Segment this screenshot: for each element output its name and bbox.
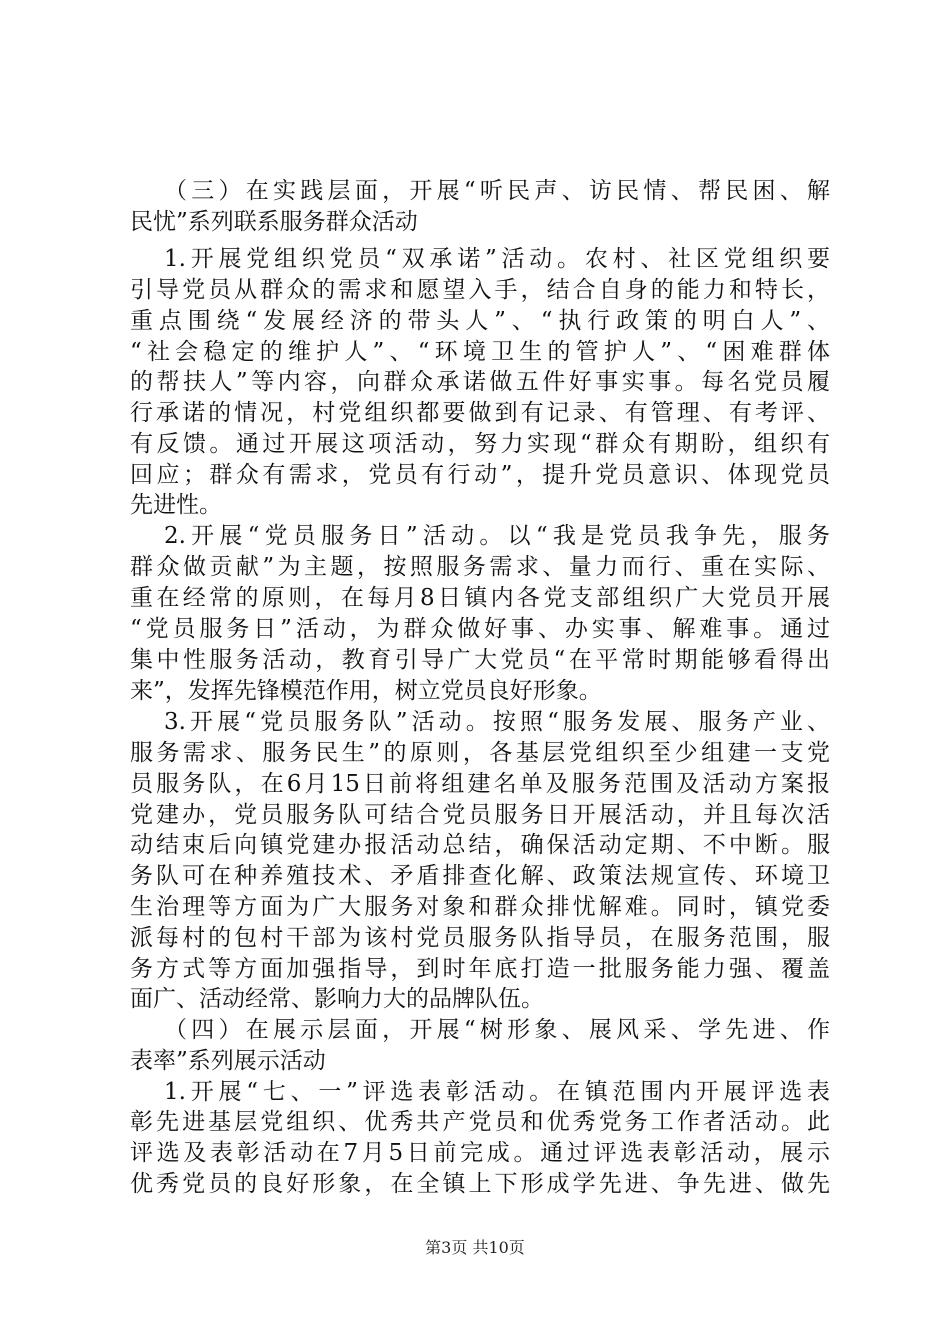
text-line: 1.开展党组织党员“双承诺”活动。农村、社区党组织要 (164, 246, 830, 272)
page-footer: 第3页 共10页 (425, 1238, 525, 1257)
text-line: 先进性。 (130, 492, 222, 518)
text-line: 彰先进基层党组织、优秀共产党员和优秀党务工作者活动。此 (130, 1109, 830, 1135)
text-line: 民忧”系列联系服务群众活动 (130, 209, 418, 235)
text-line: 生治理等方面为广大服务对象和群众排忧解难。同时，镇党委 (130, 894, 830, 920)
text-line: 3.开展“党员服务队”活动。按照“服务发展、服务产业、 (164, 709, 830, 735)
text-line: 群众做贡献”为主题，按照服务需求、量力而行、重在实际、 (130, 554, 830, 580)
text-line: 回应；群众有需求，党员有行动”，提升党员意识、体现党员 (130, 462, 830, 488)
text-line: 动结束后向镇党建办报活动总结，确保活动定期、不中断。服 (130, 832, 830, 858)
text-line: 面广、活动经常、影响力大的品牌队伍。 (130, 986, 544, 1012)
text-line: 表率”系列展示活动 (130, 1048, 326, 1074)
text-line: 1.开展“七、一”评选表彰活动。在镇范围内开展评选表 (164, 1079, 830, 1105)
text-line: 员服务队，在6月15日前将组建名单及服务范围及活动方案报 (130, 771, 830, 797)
text-line: 来”，发挥先锋模范作用，树立党员良好形象。 (130, 678, 602, 704)
text-line: 重点围绕“发展经济的带头人”、“执行政策的明白人”、 (130, 308, 830, 334)
text-line: 务方式等方面加强指导，到时年底打造一批服务能力强、覆盖 (130, 956, 830, 982)
text-line: 服务需求、服务民生”的原则，各基层党组织至少组建一支党 (130, 740, 830, 766)
text-line: 优秀党员的良好形象，在全镇上下形成学先进、争先进、做先 (130, 1171, 830, 1197)
text-line: 引导党员从群众的需求和愿望入手，结合自身的能力和特长， (130, 277, 830, 303)
text-line: 集中性服务活动，教育引导广大党员“在平常时期能够看得出 (130, 647, 830, 673)
text-line: （四）在展示层面，开展“树形象、展风采、学先进、作 (164, 1017, 830, 1043)
text-line: 的帮扶人”等内容，向群众承诺做五件好事实事。每名党员履 (130, 369, 830, 395)
text-line: “党员服务日”活动，为群众做好事、办实事、解难事。通过 (130, 616, 830, 642)
text-line: 有反馈。通过开展这项活动，努力实现“群众有期盼，组织有 (130, 431, 830, 457)
text-line: （三）在实践层面，开展“听民声、访民情、帮民困、解 (164, 178, 830, 204)
text-line: “社会稳定的维护人”、“环境卫生的管护人”、“困难群体 (130, 339, 830, 365)
text-line: 重在经常的原则，在每月8日镇内各党支部组织广大党员开展 (130, 585, 830, 611)
text-line: 派每村的包村干部为该村党员服务队指导员，在服务范围，服 (130, 925, 830, 951)
text-line: 行承诺的情况，村党组织都要做到有记录、有管理、有考评、 (130, 400, 830, 426)
text-line: 2.开展“党员服务日”活动。以“我是党员我争先，服务 (164, 523, 830, 549)
text-line: 评选及表彰活动在7月5日前完成。通过评选表彰活动，展示 (130, 1140, 830, 1166)
text-line: 务队可在种养殖技术、矛盾排查化解、政策法规宣传、环境卫 (130, 863, 830, 889)
text-line: 党建办，党员服务队可结合党员服务日开展活动，并且每次活 (130, 802, 830, 828)
